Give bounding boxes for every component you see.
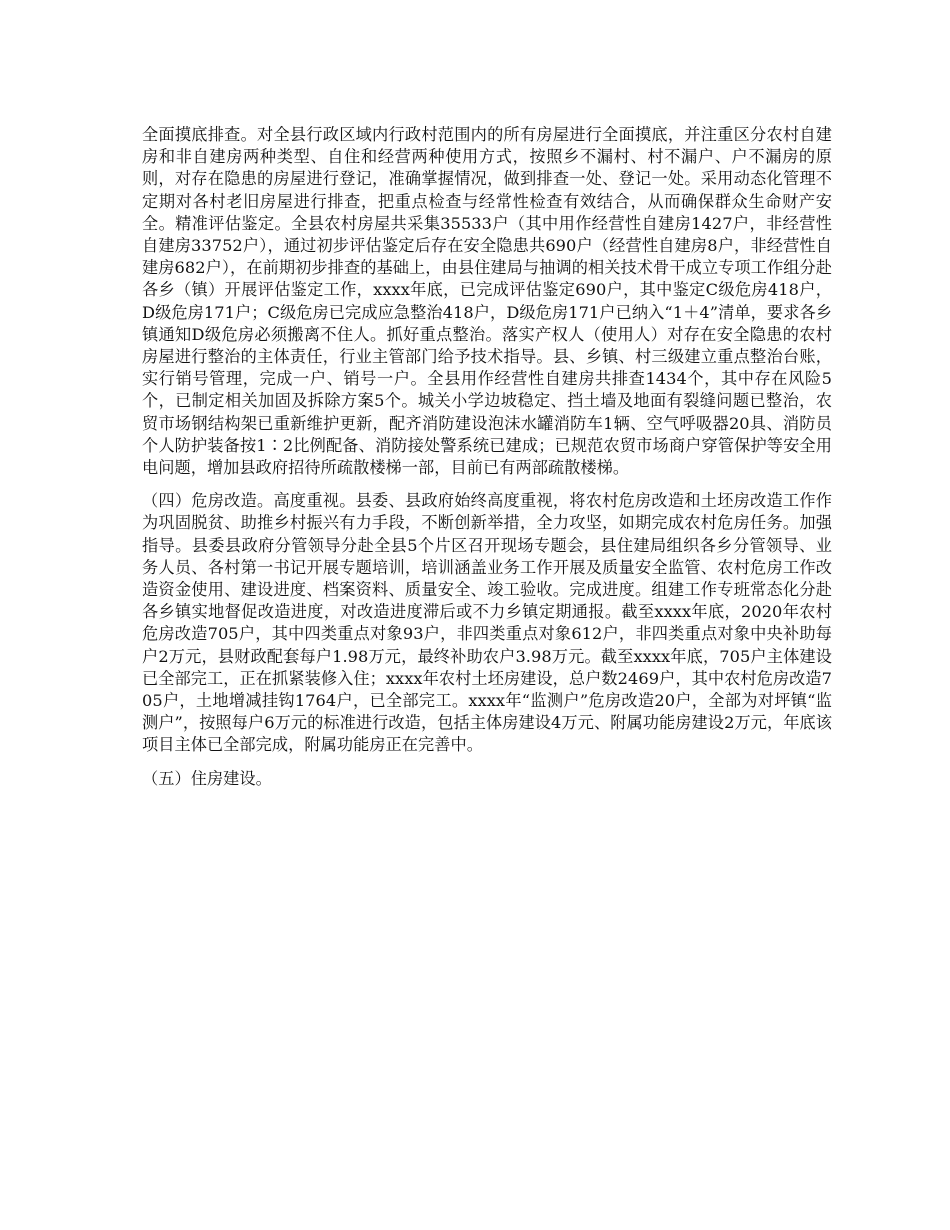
paragraph-housing-survey: 全面摸底排查。对全县行政区域内行政村范围内的所有房屋进行全面摸底，并注重区分农村自建房和非自建房两种类型、自住和经营两种使用方式，按照乡不漏村、村不漏户、户不漏房的原则，对存在隐患的房屋进行登记，准确掌握情况，做到排查一处、登记一处。采用动态化管理不定期对各村老旧房屋进行排查，把重点检查与经常性检查有效结合，从而确保群众生命财产安全。精准评估鉴定。全县农村房屋共采集35533户（其中用作经营性自建房1427户，非经营性自建房33752户），通过初步评估鉴定后存在安全隐患共690户（经营性自建房8户，非经营性自建房682户），在前期初步排查的基础上，由县住建局与抽调的相关技术骨干成立专项工作组分赴各乡（镇）开展评估鉴定工作，xxxx年底，已完成评估鉴定690户，其中鉴定C级危房418户，D级危房171户；C级危房已完成应急整治418户，D级危房171户已纳入“1＋4”清单，要求各乡镇通知D级危房必须搬离不住人。抓好重点整治。落实产权人（使用人）对存在安全隐患的农村房屋进行整治的主体责任，行业主管部门给予技术指导。县、乡镇、村三级建立重点整治台账，实行销号管理，完成一户、销号一户。全县用作经营性自建房共排查1434个，其中存在风险5个，已制定相关加固及拆除方案5个。城关小学边坡稳定、挡土墙及地面有裂缝问题已整治，农贸市场钢结构架已重新维护更新，配齐消防建设泡沫水罐消防车1辆、空气呼吸器20具、消防员个人防护装备按1∶2比例配备、消防接处警系统已建成；已规范农贸市场商户穿管保护等安全用电问题，增加县政府招待所疏散楼梯一部，目前已有两部疏散楼梯。 — [142, 125, 832, 478]
document-body — [142, 124, 832, 801]
paragraph-housing-construction-heading: （五）住房建设。 — [142, 768, 272, 788]
paragraph-dilapidated-housing-renovation: （四）危房改造。高度重视。县委、县政府始终高度重视，将农村危房改造和土坯房改造工作作为巩固脱贫、助推乡村振兴有力手段，不断创新举措，全力攻坚，如期完成农村危房任务。加强指导。县委县政府分管领导分赴全县5个片区召开现场专题会，县住建局组织各乡分管领导、业务人员、各村第一书记开展专题培训，培训涵盖业务工作开展及质量安全监管、农村危房工作改造资金使用、建设进度、档案资料、质量安全、竣工验收。完成进度。组建工作专班常态化分赴各乡镇实地督促改造进度，对改造进度滞后或不力乡镇定期通报。截至xxxx年底，2020年农村危房改造705户，其中四类重点对象93户，非四类重点对象612户，非四类重点对象中央补助每户2万元，县财政配套每户1.98万元，最终补助农户3.98万元。截至xxxx年底，705户主体建设已全部完工，正在抓紧装修入住；xxxx年农村土坯房建设，总户数2469户，其中农村危房改造705户，土地增减挂钩1764户，已全部完工。xxxx年“监测户”危房改造20户，全部为对坪镇“监测户”，按照每户6万元的标准进行改造，包括主体房建设4万元、附属功能房建设2万元，年底该项目主体已全部完成，附属功能房正在完善中。 — [142, 491, 832, 755]
